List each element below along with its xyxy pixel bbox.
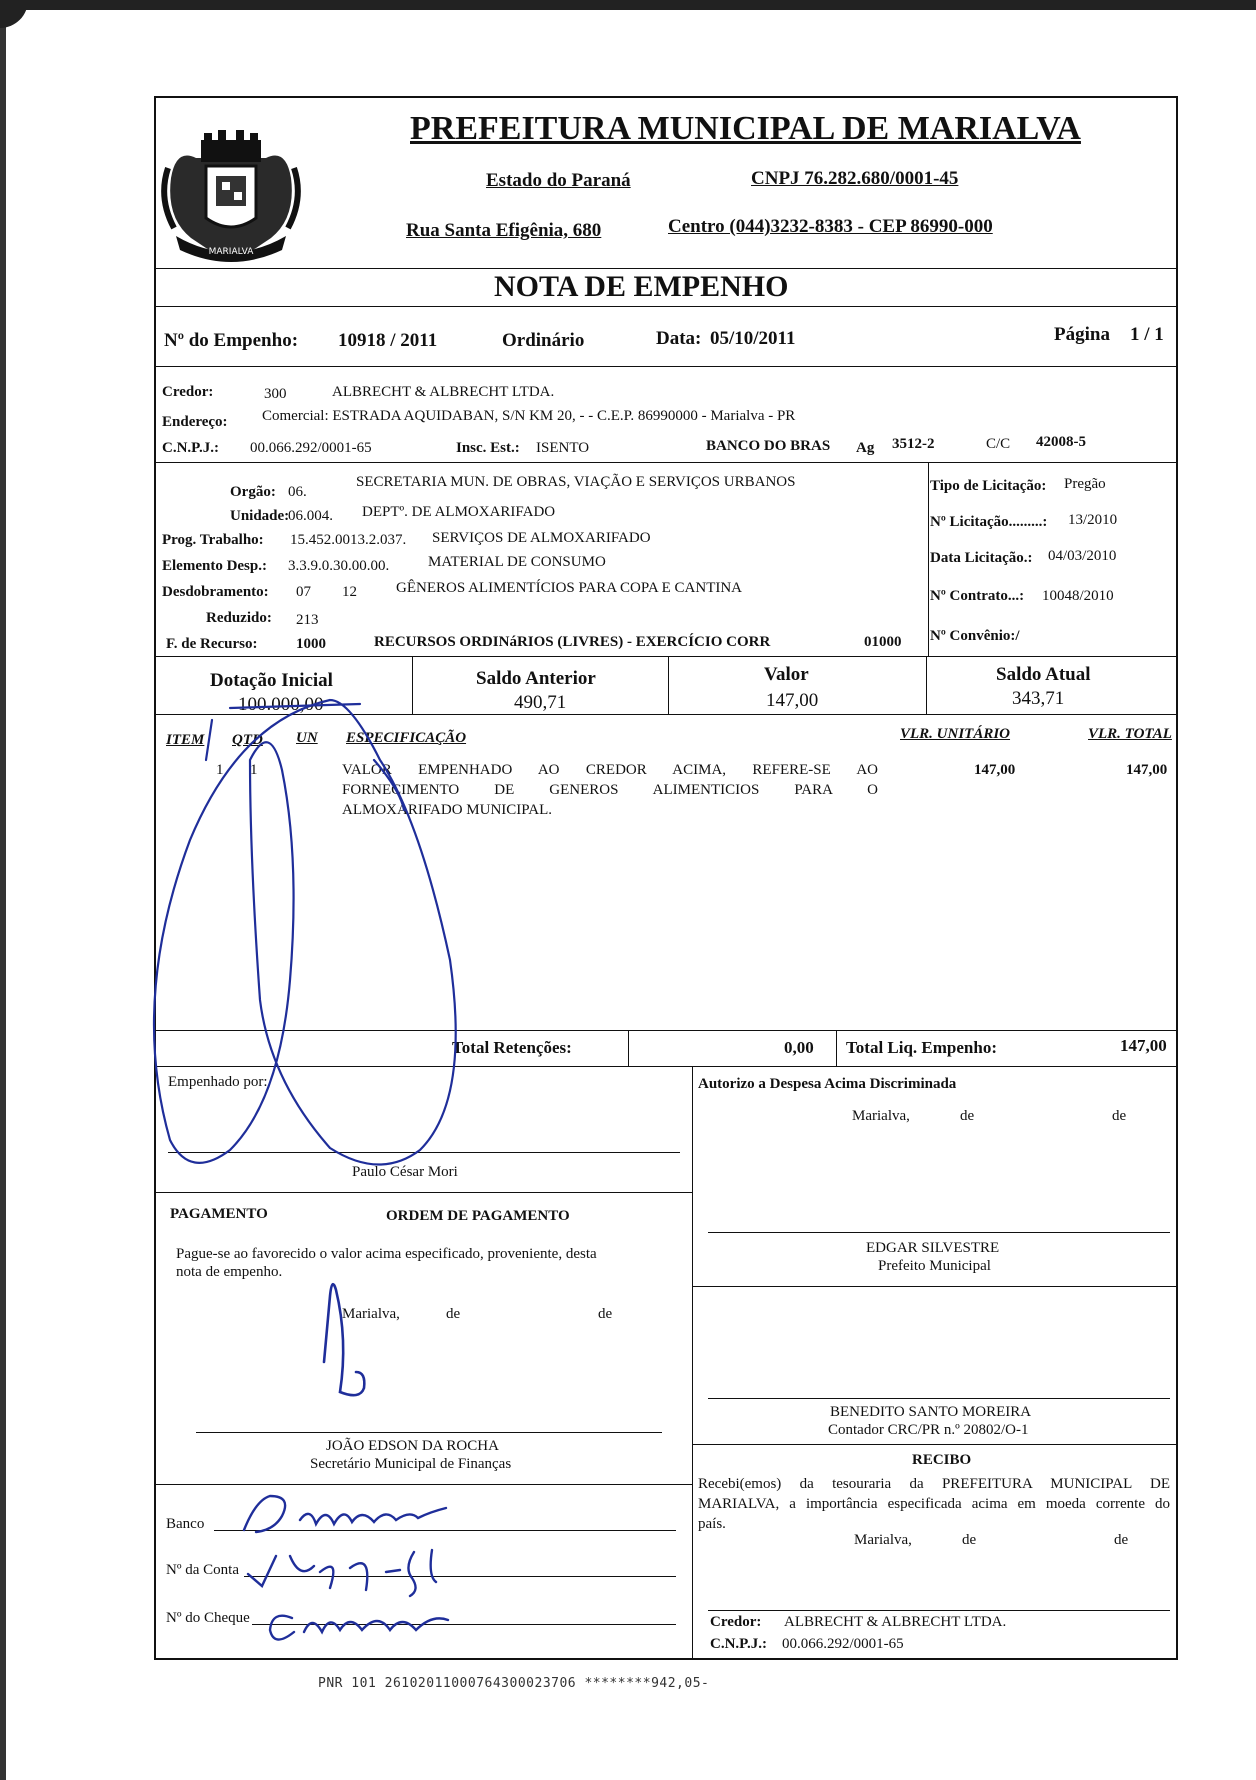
retencoes-label: Total Retenções: (452, 1038, 572, 1057)
col-vlr-total: VLR. TOTAL (1088, 726, 1172, 742)
prefeito-name: EDGAR SILVESTRE (866, 1240, 1000, 1256)
empenhado-label: Empenhado por: (168, 1074, 268, 1090)
valor-label: Valor (764, 664, 809, 685)
ag-label: Ag (856, 440, 875, 456)
pagamento-place: Marialva, (342, 1306, 400, 1322)
unidade-code: 06.004. (288, 508, 333, 524)
divider (156, 462, 1176, 463)
signature-line (196, 1432, 662, 1433)
item-vlr-unitario: 147,00 (974, 762, 1016, 778)
unidade-label: Unidade: (230, 508, 290, 524)
divider (926, 656, 927, 714)
municipal-coat-of-arms-icon (156, 118, 306, 266)
saldo-anterior-value: 490,71 (514, 692, 567, 713)
desdob-name: GÊNEROS ALIMENTÍCIOS PARA COPA E CANTINA (396, 580, 743, 596)
saldo-atual-label: Saldo Atual (996, 664, 1091, 685)
pagamento-de-2: de (598, 1306, 613, 1322)
valor-value: 147,00 (766, 690, 819, 711)
recurso-label: F. de Recurso: (166, 636, 258, 652)
pagamento-text-2: nota de empenho. (176, 1264, 283, 1280)
divider (156, 1030, 1176, 1031)
banco-field-line (214, 1530, 676, 1531)
recibo-text-3: país. (698, 1516, 726, 1532)
secretario-name: JOÃO EDSON DA ROCHA (326, 1438, 499, 1454)
signature-line (708, 1232, 1170, 1233)
item-qty: 1 (250, 762, 258, 778)
divider (156, 366, 1176, 367)
dotacao-value: 100.000,00 (238, 694, 324, 715)
endereco-label: Endereço: (162, 414, 228, 430)
divider (692, 1066, 693, 1660)
convenio-label: Nº Convênio:/ (930, 628, 1020, 644)
divider (156, 306, 1176, 307)
scan-corner (0, 0, 28, 28)
header-address: Rua Santa Efigênia, 680 (406, 220, 602, 241)
signature-line (708, 1398, 1170, 1399)
nota-de-empenho-form (154, 96, 1178, 1660)
scan-edge (0, 0, 6, 1780)
header-cnpj: CNPJ 76.282.680/0001-45 (751, 168, 959, 189)
divider (156, 714, 1176, 715)
reduzido-label: Reduzido: (206, 610, 272, 626)
header-state: Estado do Paraná (486, 170, 631, 191)
cnpj-label: C.N.P.J.: (162, 440, 219, 456)
divider (156, 1484, 692, 1485)
empenhado-name: Paulo César Mori (352, 1164, 458, 1180)
recibo-de-2: de (1114, 1532, 1129, 1548)
total-liq-value: 147,00 (1120, 1036, 1167, 1055)
bank-name: BANCO DO BRAS (706, 438, 831, 454)
signature-line (168, 1152, 680, 1153)
date-label: Data: (656, 328, 702, 349)
col-item: ITEM (166, 732, 205, 748)
autorizo-de-2: de (1112, 1108, 1127, 1124)
conta-label: Nº da Conta (166, 1562, 239, 1578)
divider (668, 656, 669, 714)
autorizo-label: Autorizo a Despesa Acima Discriminada (698, 1076, 957, 1092)
divider (628, 1030, 629, 1066)
divider (692, 1286, 1176, 1287)
credor-label: Credor: (162, 384, 214, 400)
data-licitacao-value: 04/03/2010 (1048, 548, 1117, 564)
elemento-label: Elemento Desp.: (162, 558, 267, 574)
divider (692, 1444, 1176, 1445)
scan-edge (0, 0, 1256, 10)
header-title: PREFEITURA MUNICIPAL DE MARIALVA (410, 110, 1081, 147)
secretario-role: Secretário Municipal de Finanças (310, 1456, 512, 1472)
contrato-value: 10048/2010 (1042, 588, 1114, 604)
orgao-code: 06. (288, 484, 307, 500)
item-number: 1 (216, 762, 224, 778)
tipo-licitacao-label: Tipo de Licitação: (930, 478, 1047, 494)
doc-title: NOTA DE EMPENHO (494, 270, 789, 303)
data-licitacao-label: Data Licitação.: (930, 550, 1033, 566)
page-label: Página (1054, 324, 1110, 345)
pagamento-text-1: Pague-se ao favorecido o valor acima especificado, proveniente, desta (176, 1246, 597, 1262)
col-vlr-unitario: VLR. UNITÁRIO (900, 726, 1011, 742)
cheque-label: Nº do Cheque (166, 1610, 250, 1626)
contrato-label: Nº Contrato...: (930, 588, 1025, 604)
banco-label: Banco (166, 1516, 205, 1532)
divider (156, 1066, 1176, 1067)
divider (928, 462, 929, 656)
unidade-name: DEPTº. DE ALMOXARIFADO (362, 504, 556, 520)
item-spec-line-2: FORNECIMENTO DE GENEROS ALIMENTICIOS PARA O (342, 782, 878, 798)
contador-role: Contador CRC/PR n.º 20802/O-1 (828, 1422, 1029, 1438)
empenho-label: Nº do Empenho: (164, 330, 299, 351)
recibo-de-1: de (962, 1532, 977, 1548)
divider (156, 656, 1176, 657)
cc-value: 42008-5 (1036, 434, 1086, 450)
empenho-type: Ordinário (502, 330, 585, 351)
signature-line (708, 1610, 1170, 1611)
total-liq-label: Total Liq. Empenho: (846, 1038, 997, 1057)
num-licitacao-label: Nº Licitação.........: (930, 514, 1048, 530)
item-spec-line-1: VALOR EMPENHADO AO CREDOR ACIMA, REFERE-SE AO (342, 762, 878, 778)
page-value: 1 / 1 (1130, 324, 1164, 345)
header-address-2: Centro (044)3232-8383 - CEP 86990-000 (668, 216, 993, 237)
prog-label: Prog. Trabalho: (162, 532, 264, 548)
divider (156, 268, 1176, 269)
retencoes-value: 0,00 (784, 1038, 814, 1057)
insc-value: ISENTO (536, 440, 590, 456)
dotacao-label: Dotação Inicial (210, 670, 333, 691)
credor-address: Comercial: ESTRADA AQUIDABAN, S/N KM 20, - - C.E.P. 86990000 - Marialva - PR (262, 408, 796, 424)
credor-cnpj: 00.066.292/0001-65 (250, 440, 372, 456)
prog-code: 15.452.0013.2.037. (290, 532, 407, 548)
cheque-field-line (252, 1624, 676, 1625)
num-licitacao-value: 13/2010 (1068, 512, 1118, 528)
recibo-title: RECIBO (912, 1452, 972, 1468)
prog-name: SERVIÇOS DE ALMOXARIFADO (432, 530, 651, 546)
tipo-licitacao-value: Pregão (1064, 476, 1106, 492)
pagamento-label: PAGAMENTO (170, 1206, 268, 1222)
col-un: UN (296, 730, 318, 746)
divider (836, 1030, 837, 1066)
elemento-name: MATERIAL DE CONSUMO (428, 554, 606, 570)
empenho-number: 10918 / 2011 (338, 330, 438, 351)
recurso-name: RECURSOS ORDINáRIOS (LIVRES) - EXERCÍCIO CORR (374, 634, 771, 650)
saldo-atual-value: 343,71 (1012, 688, 1065, 709)
cc-label: C/C (986, 436, 1011, 452)
item-vlr-total: 147,00 (1126, 762, 1168, 778)
recurso-num: 01000 (864, 634, 902, 650)
recurso-code: 1000 (296, 636, 326, 652)
pagamento-de-1: de (446, 1306, 461, 1322)
credor-code: 300 (264, 386, 287, 402)
orgao-name: SECRETARIA MUN. DE OBRAS, VIAÇÃO E SERVIÇOS URBANOS (356, 474, 796, 490)
credor-name: ALBRECHT & ALBRECHT LTDA. (332, 384, 555, 400)
orgao-label: Orgão: (230, 484, 276, 500)
item-spec-line-3: ALMOXARIFADO MUNICIPAL. (342, 802, 553, 818)
recibo-place: Marialva, (854, 1532, 912, 1548)
reduzido-value: 213 (296, 612, 319, 628)
saldo-anterior-label: Saldo Anterior (476, 668, 596, 689)
desdob-code-2: 12 (342, 584, 357, 600)
divider (156, 1192, 692, 1193)
contador-name: BENEDITO SANTO MOREIRA (830, 1404, 1032, 1420)
prefeito-role: Prefeito Municipal (878, 1258, 991, 1274)
recibo-cnpj-value: 00.066.292/0001-65 (782, 1636, 904, 1652)
autorizo-de-1: de (960, 1108, 975, 1124)
ordem-pagamento-label: ORDEM DE PAGAMENTO (386, 1208, 570, 1224)
divider (412, 656, 413, 714)
recibo-credor-label: Credor: (710, 1614, 762, 1630)
footer-barcode-text: PNR 101 26102011000764300023706 ********942,05- (318, 1676, 710, 1691)
desdob-label: Desdobramento: (162, 584, 269, 600)
svg-text:MARIALVA: MARIALVA (208, 247, 254, 257)
recibo-credor-name: ALBRECHT & ALBRECHT LTDA. (784, 1614, 1007, 1630)
ag-value: 3512-2 (892, 436, 935, 452)
insc-label: Insc. Est.: (456, 440, 520, 456)
col-especificacao: ESPECIFICAÇÃO (346, 730, 467, 746)
desdob-code-1: 07 (296, 584, 311, 600)
recibo-text-2: MARIALVA, a importância especificada acima em moeda corrente do (698, 1496, 1170, 1512)
elemento-code: 3.3.9.0.30.00.00. (288, 558, 390, 574)
recibo-text-1: Recebi(emos) da tesouraria da PREFEITURA MUNICIPAL DE (698, 1476, 1170, 1492)
col-qtd: QTD (232, 732, 263, 748)
date-value: 05/10/2011 (710, 328, 796, 349)
conta-field-line (244, 1576, 676, 1577)
autorizo-place: Marialva, (852, 1108, 910, 1124)
recibo-cnpj-label: C.N.P.J.: (710, 1636, 767, 1652)
